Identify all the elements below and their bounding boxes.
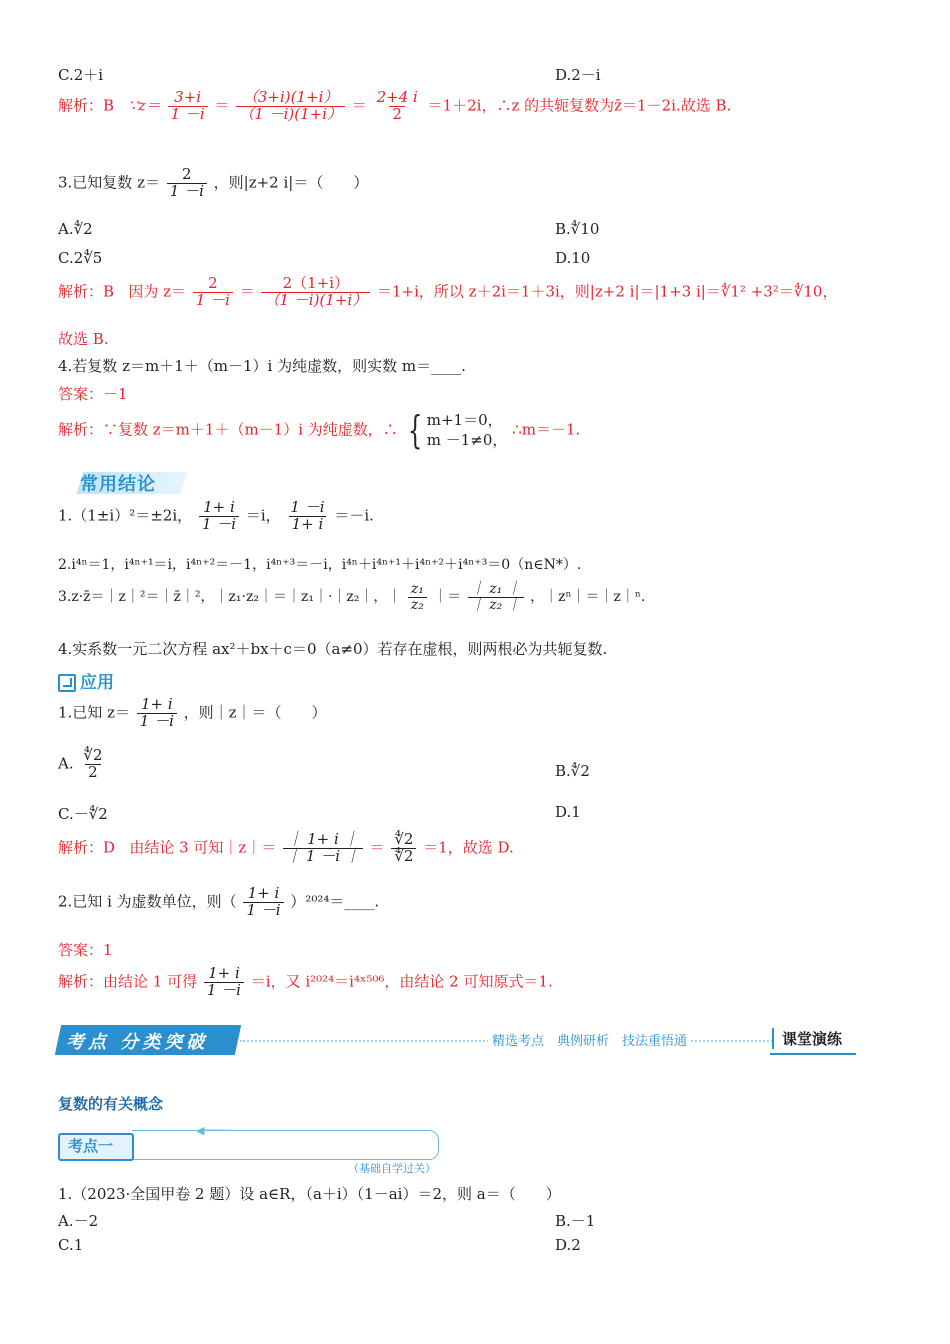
c3-fraction-1: $\frac{\text{z₁}}{\text{z₂}}$ [408,582,427,612]
fraction-1: $\frac{3+i}{1 -i}$ [168,90,208,123]
analysis-label: 解析：D [58,838,116,857]
app-option-a [58,748,108,781]
app-q1-post: ，则｜z｜＝（ ） [183,703,327,722]
equals: ＝ [214,96,230,115]
fraction-2: $\frac{(3+i)(1+i)}{(1 -i)(1+i)}$ [236,90,345,123]
c3-pre: 3.z·z̄＝｜z｜²＝｜z̄｜²，｜z₁·z₂｜＝｜z₁｜·｜z₂｜，｜ [58,589,402,606]
analysis-label: 解析：B [58,96,115,115]
c3-fraction-2: $\frac{\text{｜ z₁ ｜}}{\text{｜ z₂ ｜}}$ [468,582,524,612]
q3-option-d: D.10 [555,249,591,267]
q3-analysis-line2: 故选 B. [58,330,109,348]
q3-analysis [58,276,837,309]
equals: ＝ [351,96,367,115]
kaodian1-frame [132,1130,439,1160]
conclusion-3 [58,582,645,612]
arrow-left-icon: ◀──── [196,1124,231,1137]
analysis-label: 解析：B [58,282,115,301]
app-q2-fraction: $\frac{1+ i}{1 -i}$ [243,886,283,919]
option-d: D.2－i [555,66,601,84]
equals: ＝ [369,838,385,857]
last-option-c: C.1 [58,1236,84,1254]
q3-stem-pre: 3.已知复数 z＝ [58,173,160,192]
kaodian-underline [770,1053,856,1055]
app-option-a-label: A. [58,754,74,773]
analysis-pre: 解析：∵复数 z＝m＋1＋（m－1）i 为纯虚数，∴ [58,420,398,439]
section-title: 复数的有关概念 [58,1095,164,1113]
analysis-tail: ＝1＋2i，∴z 的共轭复数为z̄＝1－2i.故选 B. [427,96,732,115]
q4-answer: 答案：－1 [58,385,128,403]
app-a1-fraction-2: $\frac{∜2}{∜2}$ [391,832,416,865]
self-study-label: （基础自学过关） [348,1162,436,1175]
app-analysis-1 [58,832,514,865]
c3-post: ，｜zⁿ｜＝｜z｜ⁿ. [530,589,646,606]
kaodian-right-label: 课堂演练 [772,1028,842,1049]
q3-a-fraction-2: $\frac{2(1+i)}{(1 -i)(1+i)}$ [261,276,370,309]
app-question-2 [58,886,379,919]
kaodian-items: 精选考点 典例研析 技法重悟通 [488,1030,691,1049]
question-4-stem: 4.若复数 z＝m＋1＋（m－1）i 为纯虚数，则实数 m＝____. [58,357,466,375]
c1-fraction-2: $\frac{1 -i}{1+ i}$ [290,498,325,533]
conclusion-4: 4.实系数一元二次方程 ax²＋bx＋c＝0（a≠0）若存在虚根，则两根必为共轭复数. [58,640,608,658]
condition-1: m+1＝0， [426,411,503,429]
analysis-post: ＝i，又 i²⁰²⁴＝i⁴ˣ⁵⁰⁶，由结论 2 可知原式＝1. [250,972,553,991]
question-3-stem [58,167,368,200]
conclusion-1 [58,500,374,533]
application-title: 应用 [80,673,114,693]
q3-stem-post: ，则|z+2 i|＝（ ） [213,173,369,192]
last-question-stem: 1.（2023·全国甲卷 2 题）设 a∈R，（a＋i）（1－ai）＝2，则 a＝（ ） [58,1185,561,1203]
analysis-prev [58,90,731,123]
app-option-b: B.∜2 [555,762,590,780]
condition-2: m －1≠0， [426,431,508,450]
q3-option-c: C.2∜5 [58,249,103,267]
q3-option-a: A.∜2 [58,220,93,238]
app-option-a-fraction: $\frac{∜2}{2}$ [83,746,103,781]
app-answer-2: 答案：1 [58,941,113,959]
option-c: C.2＋i [58,66,104,84]
application-heading [58,668,114,693]
kaodian1-label: 考点一 [68,1137,114,1155]
app-option-d: D.1 [555,803,581,821]
analysis-tail: ＝1+i，所以 z＋2i＝1＋3i，则|z+2 i|＝|1+3 i|＝∜1² +3²＝∜10， [377,282,838,301]
c1-mid: ＝i， [245,506,281,525]
analysis-pre: 因为 z＝ [128,282,187,301]
conclusion-2: 2.i⁴ⁿ＝1，i⁴ⁿ⁺¹＝i，i⁴ⁿ⁺²＝－1，i⁴ⁿ⁺³＝－i，i⁴ⁿ＋i⁴ⁿ⁺¹＋i⁴ⁿ⁺²＋i⁴ⁿ⁺³＝0（n∈N*）. [58,557,582,573]
because-text: ∵z＝ [128,96,161,115]
last-option-a: A.－2 [58,1212,99,1230]
c1-fraction-1: $\frac{1+ i}{1 -i}$ [199,500,239,533]
last-option-d: D.2 [555,1236,581,1254]
app-q1-fraction: $\frac{1+ i}{1 -i}$ [137,697,177,730]
app-option-c: C.－∜2 [58,805,108,823]
q4-analysis [58,410,580,451]
analysis-post: ∴m＝－1. [512,420,581,439]
app-q1-pre: 1.已知 z＝ [58,703,130,722]
conclusions-title: 常用结论 [80,474,156,495]
application-icon [58,674,76,692]
analysis-pre: 由结论 3 可知｜z｜＝ [129,838,277,857]
q3-option-b: B.∜10 [555,220,600,238]
kaodian-banner-title: 考点 分类突破 [66,1032,209,1053]
equals: ＝ [239,282,255,301]
app-a1-fraction-1: $\frac{| 1+ i |}{| 1 -i |}$ [283,832,363,865]
fraction-3: $\frac{2+4 i}{2}$ [376,88,418,123]
app-analysis-2 [58,966,553,999]
app-a2-fraction: $\frac{1+ i}{1 -i}$ [204,966,244,999]
app-question-1 [58,697,327,730]
last-option-b: B.－1 [555,1212,596,1230]
condition-system: { m+1＝0， m －1≠0， [407,408,508,453]
q3-a-fraction-1: $\frac{2}{1 -i}$ [193,276,233,309]
app-q2-post: ）²⁰²⁴＝____. [290,892,380,911]
analysis-post: ＝1，故选 D. [423,838,514,857]
app-q2-pre: 2.已知 i 为虚数单位，则（ [58,892,237,911]
analysis-pre: 解析：由结论 1 可得 [58,972,198,991]
c1-post: ＝－i. [334,506,374,525]
c1-pre: 1.（1±i）²＝±2i， [58,506,193,525]
c3-mid: ｜＝ [433,589,462,606]
q3-fraction: $\frac{2}{1 -i}$ [167,167,207,200]
